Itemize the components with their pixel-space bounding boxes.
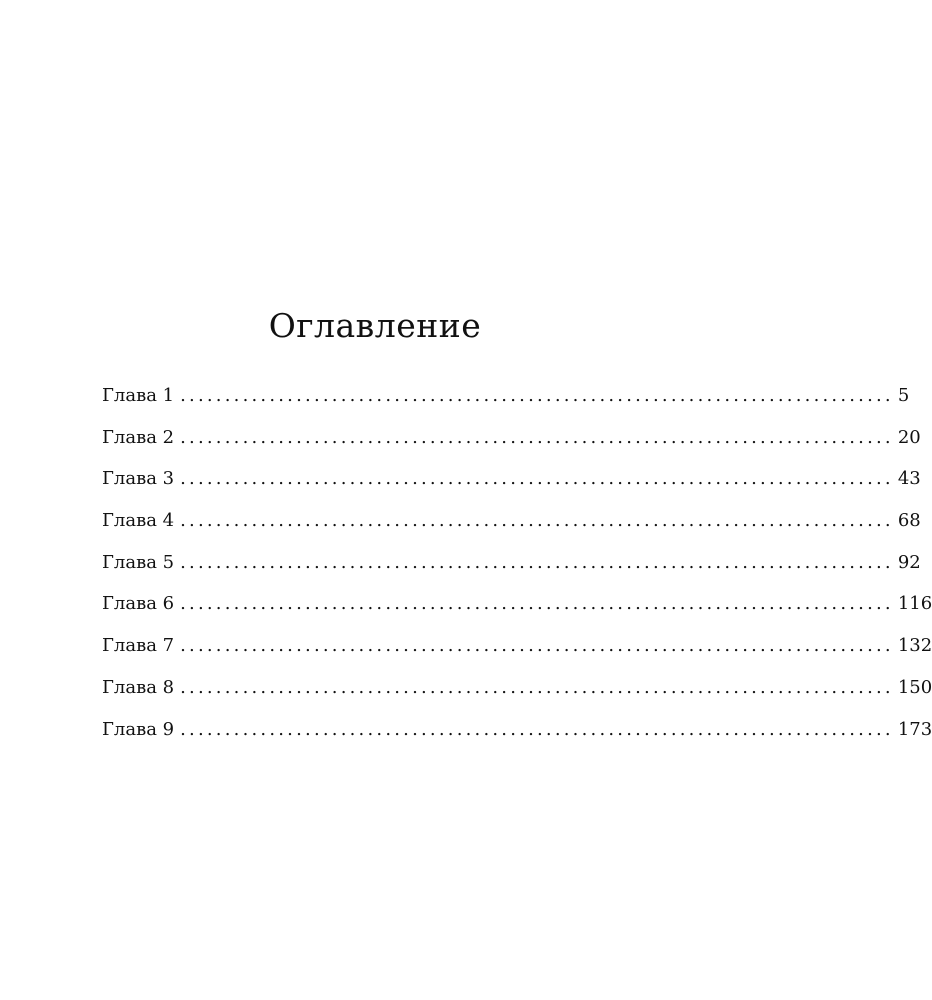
toc-entry-6[interactable] — [102, 587, 932, 629]
toc-entry-page: 92 — [897, 551, 921, 573]
toc-title: Оглавление — [268, 306, 482, 345]
toc-entry-label: Глава 9 — [102, 718, 175, 740]
toc-entry-page: 68 — [897, 510, 921, 532]
toc-entry-label: Глава 8 — [102, 676, 175, 698]
toc-entry-4[interactable] — [102, 504, 921, 546]
dot-leader: ................................................................................ — [180, 385, 894, 406]
toc-entry-page: 173 — [897, 718, 932, 740]
toc-entry-label: Глава 5 — [102, 551, 175, 573]
toc-entry-label: Глава 4 — [102, 510, 175, 532]
dot-leader: ................................................................................ — [180, 676, 894, 698]
toc-entry-page: 150 — [897, 676, 932, 698]
toc-entry-label: Глава 3 — [102, 468, 175, 490]
toc-entry-label: Глава 2 — [102, 426, 175, 448]
toc-entry-8[interactable] — [102, 671, 932, 713]
toc-entry-page: 132 — [897, 635, 932, 657]
toc-entry-label: Глава 1 — [102, 385, 175, 406]
toc-entry-9[interactable] — [102, 713, 932, 755]
toc-entry-1[interactable] — [102, 379, 910, 421]
dot-leader: ................................................................................ — [180, 718, 894, 740]
toc-entry-page: 20 — [897, 426, 921, 448]
dot-leader: ................................................................................ — [180, 468, 894, 490]
dot-leader: ................................................................................ — [180, 635, 894, 657]
dot-leader: ................................................................................ — [180, 593, 894, 615]
toc-list — [102, 379, 932, 754]
toc-entry-5[interactable] — [102, 546, 921, 588]
dot-leader: ................................................................................ — [180, 426, 894, 448]
toc-entry-7[interactable] — [102, 629, 932, 671]
toc-entry-page: 5 — [897, 385, 910, 406]
dot-leader: ................................................................................ — [180, 510, 894, 532]
toc-entry-page: 43 — [897, 468, 921, 490]
toc-entry-label: Глава 7 — [102, 635, 175, 657]
toc-entry-page: 116 — [897, 593, 932, 615]
toc-entry-2[interactable] — [102, 421, 921, 463]
toc-entry-label: Глава 6 — [102, 593, 175, 615]
dot-leader: ................................................................................ — [180, 551, 894, 573]
toc-entry-3[interactable] — [102, 462, 921, 504]
